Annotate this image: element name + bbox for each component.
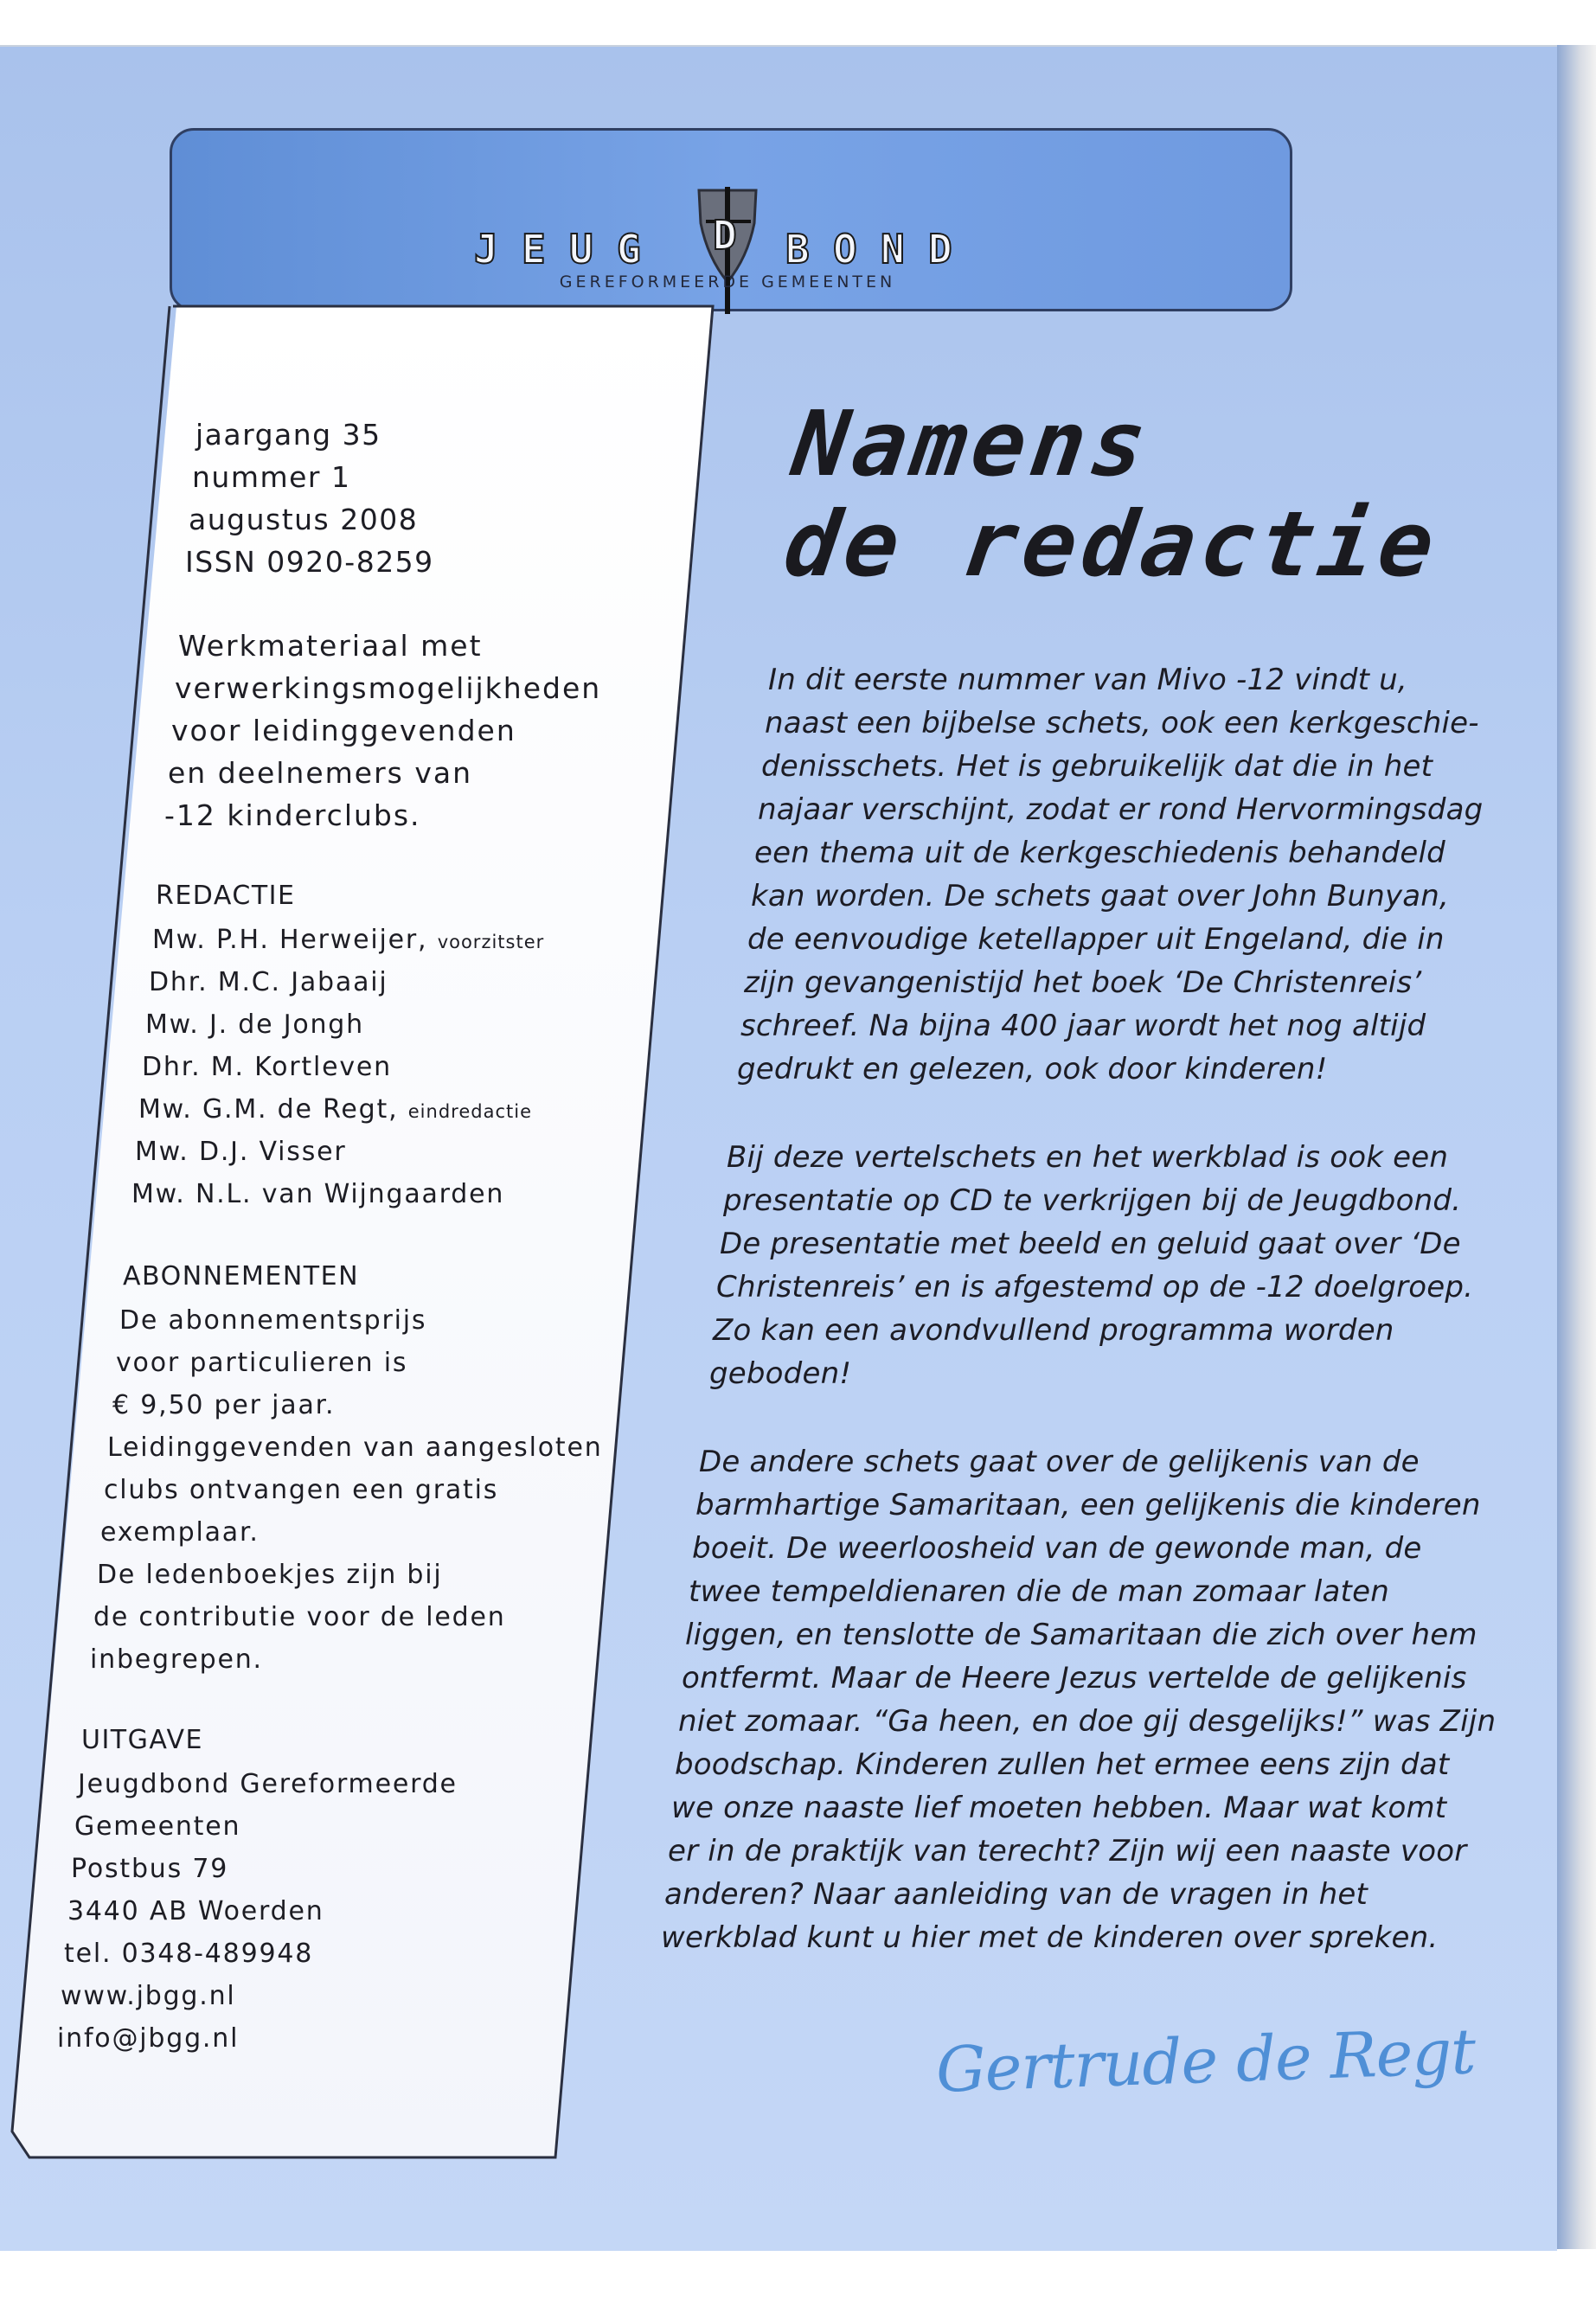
abonnementen-line: inbegrepen. bbox=[90, 1644, 263, 1675]
redactie-member: Mw. P.H. Herweijer, voorzitster bbox=[152, 925, 545, 955]
article-line: er in de praktijk van terecht? Zijn wij een naaste voor bbox=[668, 1834, 1467, 1868]
abonnementen-line: De abonnementsprijs bbox=[119, 1305, 427, 1336]
description-line: en deelnemers van bbox=[168, 756, 473, 790]
abonnementen-line: voor particulieren is bbox=[116, 1348, 408, 1378]
redactie-member: Mw. N.L. van Wijngaarden bbox=[131, 1179, 505, 1209]
article-line: geboden! bbox=[709, 1356, 852, 1391]
abonnementen-line: de contributie voor de leden bbox=[93, 1602, 506, 1632]
article-line: een thema uit de kerkgeschiedenis behandeld bbox=[754, 836, 1445, 870]
article-line: kan worden. De schets gaat over John Bunyan, bbox=[751, 879, 1450, 913]
redactie-member: Dhr. M. Kortleven bbox=[142, 1052, 392, 1082]
article-line: werkblad kunt u hier met de kinderen over spreken. bbox=[661, 1920, 1439, 1955]
logo-letter: B bbox=[785, 226, 810, 272]
logo-letter: G bbox=[617, 226, 641, 272]
article-line: de eenvoudige ketellapper uit Engeland, die in bbox=[747, 922, 1445, 957]
abonnementen-line: Leidinggevenden van aangesloten bbox=[107, 1433, 603, 1463]
uitgave-line: Gemeenten bbox=[74, 1811, 241, 1842]
article-line: Zo kan een avondvullend programma worden bbox=[713, 1313, 1394, 1348]
logo-letter: D bbox=[713, 212, 737, 259]
logo-subtitle: GEREFORMEERDE GEMEENTEN bbox=[559, 272, 896, 292]
article-line: barmhartige Samaritaan, een gelijkenis die kinderen bbox=[695, 1488, 1481, 1522]
redactie-member: Mw. D.J. Visser bbox=[135, 1137, 347, 1167]
article-line: anderen? Naar aanleiding van de vragen in het bbox=[664, 1877, 1368, 1912]
article-line: denisschets. Het is gebruikelijk dat die in het bbox=[761, 749, 1433, 784]
description-line: -12 kinderclubs. bbox=[164, 798, 421, 832]
redactie-member: Mw. J. de Jongh bbox=[145, 1009, 364, 1040]
abonnementen-line: € 9,50 per jaar. bbox=[112, 1390, 336, 1420]
article-line: De andere schets gaat over de gelijkenis van de bbox=[699, 1445, 1420, 1479]
redactie-member: Mw. G.M. de Regt, eindredactie bbox=[138, 1094, 532, 1125]
editor-signature: Gertrude de Regt bbox=[934, 2015, 1477, 2106]
article-line: boodschap. Kinderen zullen het ermee eens zijn dat bbox=[675, 1747, 1450, 1782]
article-line: najaar verschijnt, zodat er rond Hervormingsdag bbox=[758, 792, 1484, 827]
article-title-line1: Namens bbox=[786, 391, 1158, 497]
uitgave-line: tel. 0348-489948 bbox=[64, 1939, 314, 1969]
article-line: liggen, en tenslotte de Samaritaan die zich over hem bbox=[685, 1618, 1477, 1652]
issue-issn: ISSN 0920-8259 bbox=[185, 545, 434, 579]
issue-number: nummer 1 bbox=[192, 460, 351, 494]
description-line: voor leidinggevenden bbox=[171, 714, 516, 747]
article-line: boeit. De weerloosheid van de gewonde man, de bbox=[692, 1531, 1422, 1566]
article-line: In dit eerste nummer van Mivo -12 vindt u, bbox=[768, 663, 1407, 697]
redactie-heading: REDACTIE bbox=[156, 881, 296, 911]
article-line: De presentatie met beeld en geluid gaat over ‘De bbox=[720, 1227, 1461, 1261]
article-line: zijn gevangenistijd het boek ‘De Christenreis’ bbox=[744, 965, 1422, 1000]
issue-volume: jaargang 35 bbox=[195, 418, 381, 452]
uitgave-line: Postbus 79 bbox=[71, 1854, 229, 1884]
uitgave-heading: UITGAVE bbox=[81, 1725, 203, 1755]
abonnementen-line: clubs ontvangen een gratis bbox=[104, 1475, 499, 1505]
article-line: twee tempeldienaren die de man zomaar laten bbox=[689, 1574, 1389, 1609]
article-title-line2: de redactie bbox=[778, 491, 1446, 597]
uitgave-line: 3440 AB Woerden bbox=[67, 1896, 324, 1926]
logo-letter: D bbox=[928, 226, 952, 272]
article-line: ontfermt. Maar de Heere Jezus vertelde de gelijkenis bbox=[682, 1661, 1467, 1695]
logo-letter: N bbox=[881, 226, 905, 272]
abonnementen-heading: ABONNEMENTEN bbox=[123, 1261, 360, 1292]
article-line: Bij deze vertelschets en het werkblad is ook een bbox=[727, 1140, 1449, 1175]
abonnementen-line: De ledenboekjes zijn bij bbox=[97, 1560, 443, 1590]
redactie-member: Dhr. M.C. Jabaaij bbox=[149, 967, 388, 997]
article-line: we onze naaste lief moeten hebben. Maar wat komt bbox=[671, 1791, 1447, 1825]
article-line: naast een bijbelse schets, ook een kerkgeschie- bbox=[765, 706, 1479, 740]
email-link[interactable]: info@jbgg.nl bbox=[57, 2023, 240, 2054]
abonnementen-line: exemplaar. bbox=[100, 1517, 260, 1548]
logo-letter: U bbox=[569, 226, 593, 272]
article-line: Christenreis’ en is afgestemd op de -12 doelgroep. bbox=[716, 1270, 1474, 1304]
website-link[interactable]: www.jbgg.nl bbox=[61, 1981, 236, 2011]
article-line: niet zomaar. “Ga heen, en doe gij desgelijks!” was Zijn bbox=[678, 1704, 1497, 1739]
article-line: presentatie op CD te verkrijgen bij de Jeugdbond. bbox=[723, 1183, 1462, 1218]
description-line: verwerkingsmogelijkheden bbox=[175, 671, 602, 705]
article-line: gedrukt en gelezen, ook door kinderen! bbox=[737, 1052, 1328, 1086]
logo-letter: O bbox=[833, 226, 857, 272]
article-line: schreef. Na bijna 400 jaar wordt het nog altijd bbox=[740, 1009, 1426, 1043]
logo-letter: E bbox=[522, 226, 546, 272]
issue-date: augustus 2008 bbox=[189, 503, 419, 536]
description-line: Werkmateriaal met bbox=[178, 629, 483, 663]
uitgave-line: Jeugdbond Gereformeerde bbox=[78, 1769, 458, 1799]
logo-letter: J bbox=[474, 226, 498, 272]
